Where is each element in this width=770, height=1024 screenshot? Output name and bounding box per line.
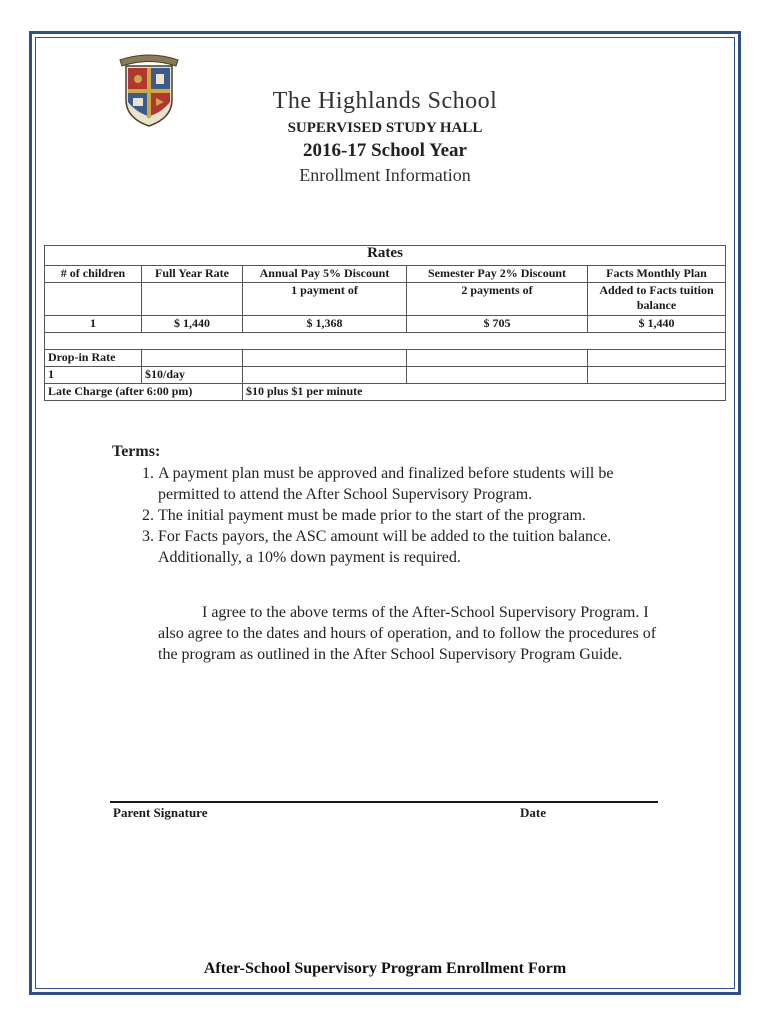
list-item: 3. For Facts payors, the ASC amount will be added to the tuition balance. Additionally, a 10% down payment is required. [158, 526, 672, 568]
agreement-text: I agree to the above terms of the After-School Supervisory Program. I also agree to the dates and hours of operation, and to follow the procedures of the program as outlined in the After School Supervisory Program Guide. [158, 604, 657, 663]
school-year: 2016-17 School Year [303, 140, 467, 161]
table-spacer [45, 333, 726, 350]
dropin-count: 1 [45, 367, 142, 384]
table-row [45, 266, 726, 283]
table-cell [588, 350, 726, 367]
school-name: The Highlands School [272, 88, 498, 114]
table-row [45, 384, 726, 401]
table-row [45, 283, 726, 316]
table-cell: 1 payment of [243, 283, 407, 316]
table-cell [45, 283, 142, 316]
terms-list [112, 463, 672, 568]
enrollment-heading: Enrollment Information [299, 165, 471, 185]
table-cell [243, 350, 407, 367]
dropin-price: $10/day [142, 367, 243, 384]
dropin-label: Drop-in Rate [45, 350, 142, 367]
table-cell [142, 283, 243, 316]
list-item: 1. A payment plan must be approved and finalized before students will be permitted to attend the After School Supervisory Program. [158, 463, 672, 505]
table-header: Semester Pay 2% Discount [407, 266, 588, 283]
rates-title: Rates [45, 246, 726, 266]
table-cell [588, 367, 726, 384]
table-cell: $ 1,368 [243, 316, 407, 333]
table-cell [407, 350, 588, 367]
table-cell: $ 1,440 [142, 316, 243, 333]
table-cell: 1 [45, 316, 142, 333]
table-header: Annual Pay 5% Discount [243, 266, 407, 283]
late-charge-label: Late Charge (after 6:00 pm) [45, 384, 243, 401]
table-row [45, 367, 726, 384]
table-cell: Added to Facts tuition balance [588, 283, 726, 316]
agreement-paragraph [158, 602, 658, 665]
table-row [45, 350, 726, 367]
parent-signature-label: Parent Signature [113, 805, 208, 820]
table-cell [407, 367, 588, 384]
program-subtitle: SUPERVISED STUDY HALL [287, 120, 483, 136]
table-cell: 2 payments of [407, 283, 588, 316]
table-cell: $ 1,440 [588, 316, 726, 333]
rates-table [44, 245, 726, 401]
list-item: 2. The initial payment must be made prior to the start of the program. [158, 505, 672, 526]
table-cell [243, 367, 407, 384]
date-label: Date [520, 805, 546, 820]
terms-section [112, 443, 672, 568]
table-cell [142, 350, 243, 367]
terms-title: Terms: [112, 443, 161, 460]
table-header: Facts Monthly Plan [588, 266, 726, 283]
table-row [45, 316, 726, 333]
signature-line[interactable] [110, 801, 658, 803]
table-row [45, 333, 726, 350]
school-crest-logo [116, 50, 182, 128]
table-header: # of children [45, 266, 142, 283]
late-charge-value: $10 plus $1 per minute [243, 384, 726, 401]
form-footer-title: After-School Supervisory Program Enrollment Form [203, 960, 567, 977]
table-header: Full Year Rate [142, 266, 243, 283]
table-row [45, 246, 726, 266]
table-cell: $ 705 [407, 316, 588, 333]
